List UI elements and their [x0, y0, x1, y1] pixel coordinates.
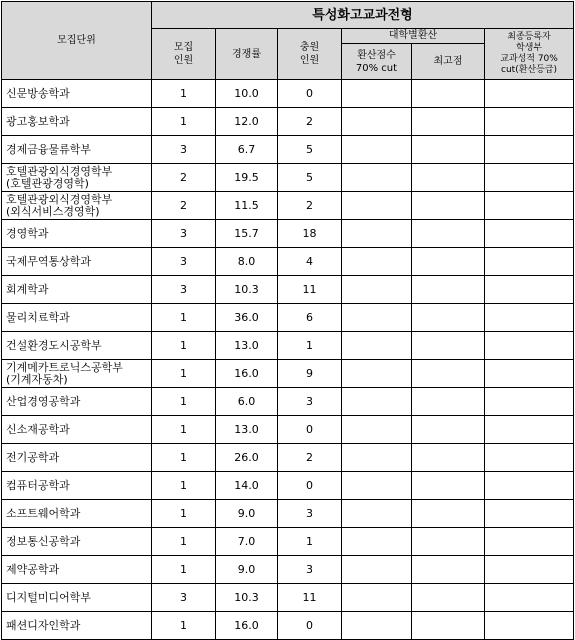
unit-name-line1: 경영학과: [6, 226, 49, 240]
cell-top-score: [412, 360, 485, 388]
cell-final-grade: [485, 444, 574, 472]
cell-conv-score: [342, 528, 412, 556]
cell-conv-score: [342, 472, 412, 500]
cell-competition: 13.0: [216, 332, 278, 360]
cell-unit-name: [2, 80, 152, 108]
cell-competition: 11.5: [216, 192, 278, 220]
cell-unit-name: [2, 136, 152, 164]
cell-top-score: [412, 332, 485, 360]
cell-quota: 1: [152, 108, 216, 136]
cell-conv-score: [342, 360, 412, 388]
cell-conv-score: [342, 108, 412, 136]
table-row: [2, 192, 574, 220]
cell-extra: 1: [278, 528, 342, 556]
cell-final-grade: [485, 584, 574, 612]
cell-unit-name: [2, 248, 152, 276]
header-final-registrant: [485, 29, 574, 80]
header-final-line4: cut(환산등급): [501, 65, 557, 75]
cell-top-score: [412, 388, 485, 416]
cell-unit-name: [2, 108, 152, 136]
cell-unit-name: [2, 304, 152, 332]
cell-competition: 9.0: [216, 500, 278, 528]
cell-extra: 5: [278, 164, 342, 192]
unit-name-line1: 광고홍보학과: [6, 114, 70, 128]
admission-table-wrapper: [1, 1, 574, 640]
cell-conv-score: [342, 164, 412, 192]
header-conv-score: [342, 44, 412, 80]
cell-extra: 2: [278, 192, 342, 220]
cell-quota: 1: [152, 360, 216, 388]
unit-name-line1: 국제무역통상학과: [6, 254, 92, 268]
cell-final-grade: [485, 388, 574, 416]
unit-name-line1: 호텔관광외식경영학부: [6, 164, 113, 178]
table-row: [2, 444, 574, 472]
cell-final-grade: [485, 276, 574, 304]
table-row: [2, 248, 574, 276]
cell-competition: 10.3: [216, 276, 278, 304]
cell-conv-score: [342, 136, 412, 164]
cell-conv-score: [342, 584, 412, 612]
unit-name-line1: 기계메카트로닉스공학부: [6, 360, 123, 374]
cell-top-score: [412, 276, 485, 304]
cell-competition: 8.0: [216, 248, 278, 276]
cell-unit-name: [2, 192, 152, 220]
cell-conv-score: [342, 388, 412, 416]
table-row: [2, 388, 574, 416]
cell-conv-score: [342, 220, 412, 248]
table-row: [2, 164, 574, 192]
cell-quota: 1: [152, 444, 216, 472]
table-body: [2, 80, 574, 640]
cell-top-score: [412, 472, 485, 500]
cell-extra: 6: [278, 304, 342, 332]
cell-top-score: [412, 528, 485, 556]
table-row: [2, 360, 574, 388]
cell-final-grade: [485, 556, 574, 584]
header-conv-score-line1: 환산점수: [357, 49, 396, 61]
cell-final-grade: [485, 500, 574, 528]
table-row: [2, 500, 574, 528]
cell-conv-score: [342, 500, 412, 528]
cell-conv-score: [342, 276, 412, 304]
cell-competition: 9.0: [216, 556, 278, 584]
cell-unit-name: [2, 612, 152, 640]
cell-extra: 3: [278, 556, 342, 584]
cell-final-grade: [485, 248, 574, 276]
table-row: [2, 584, 574, 612]
cell-competition: 6.0: [216, 388, 278, 416]
cell-unit-name: [2, 500, 152, 528]
header-final-line3: 교과성적 70%: [500, 54, 558, 64]
table-row: [2, 108, 574, 136]
cell-conv-score: [342, 332, 412, 360]
cell-top-score: [412, 584, 485, 612]
cell-final-grade: [485, 80, 574, 108]
cell-quota: 2: [152, 164, 216, 192]
header-conv-score-line2: 70% cut: [355, 62, 398, 74]
cell-final-grade: [485, 220, 574, 248]
cell-final-grade: [485, 612, 574, 640]
cell-quota: 3: [152, 276, 216, 304]
cell-conv-score: [342, 416, 412, 444]
cell-competition: 16.0: [216, 612, 278, 640]
cell-conv-score: [342, 80, 412, 108]
unit-name-line2: (외식서비스경영학): [6, 204, 100, 218]
cell-quota: 1: [152, 500, 216, 528]
unit-name-line1: 정보통신공학과: [6, 534, 81, 548]
cell-top-score: [412, 556, 485, 584]
cell-quota: 3: [152, 220, 216, 248]
cell-top-score: [412, 304, 485, 332]
cell-top-score: [412, 80, 485, 108]
header-extra: [278, 29, 342, 80]
cell-top-score: [412, 164, 485, 192]
header-competition: 경쟁률: [216, 29, 278, 80]
cell-competition: 16.0: [216, 360, 278, 388]
cell-quota: 1: [152, 472, 216, 500]
cell-competition: 10.0: [216, 80, 278, 108]
table-row: [2, 136, 574, 164]
unit-name-line1: 건설환경도시공학부: [6, 338, 102, 352]
header-quota-line1: 모집: [173, 42, 194, 53]
unit-name-line1: 호텔관광외식경영학부: [6, 192, 113, 206]
cell-final-grade: [485, 164, 574, 192]
cell-extra: 3: [278, 388, 342, 416]
cell-unit-name: [2, 416, 152, 444]
unit-name-line1: 물리치료학과: [6, 310, 70, 324]
cell-extra: 2: [278, 108, 342, 136]
table-row: [2, 612, 574, 640]
header-section-title: 특성화고교과전형: [152, 2, 574, 29]
cell-unit-name: [2, 276, 152, 304]
cell-extra: 0: [278, 472, 342, 500]
cell-unit-name: [2, 360, 152, 388]
cell-extra: 1: [278, 332, 342, 360]
table-row: [2, 528, 574, 556]
cell-unit-name: [2, 528, 152, 556]
cell-quota: 1: [152, 612, 216, 640]
cell-conv-score: [342, 304, 412, 332]
cell-quota: 3: [152, 248, 216, 276]
unit-name-line2: (기계자동차): [6, 372, 68, 386]
table-row: [2, 472, 574, 500]
cell-competition: 7.0: [216, 528, 278, 556]
header-quota: [152, 29, 216, 80]
cell-competition: 36.0: [216, 304, 278, 332]
table-row: [2, 332, 574, 360]
cell-quota: 1: [152, 416, 216, 444]
cell-extra: 18: [278, 220, 342, 248]
cell-final-grade: [485, 136, 574, 164]
cell-top-score: [412, 108, 485, 136]
cell-final-grade: [485, 108, 574, 136]
cell-unit-name: [2, 556, 152, 584]
cell-quota: 1: [152, 556, 216, 584]
cell-conv-score: [342, 556, 412, 584]
cell-quota: 1: [152, 388, 216, 416]
table-row: [2, 220, 574, 248]
cell-extra: 0: [278, 80, 342, 108]
cell-final-grade: [485, 528, 574, 556]
cell-top-score: [412, 192, 485, 220]
cell-top-score: [412, 220, 485, 248]
cell-top-score: [412, 612, 485, 640]
cell-top-score: [412, 444, 485, 472]
cell-extra: 5: [278, 136, 342, 164]
table-row: [2, 276, 574, 304]
cell-quota: 1: [152, 304, 216, 332]
unit-name-line1: 전기공학과: [6, 450, 60, 464]
cell-conv-score: [342, 444, 412, 472]
cell-extra: 3: [278, 500, 342, 528]
cell-quota: 3: [152, 584, 216, 612]
unit-name-line1: 신소재공학과: [6, 422, 70, 436]
cell-extra: 0: [278, 416, 342, 444]
unit-name-line1: 경제금융물류학부: [6, 142, 92, 156]
cell-top-score: [412, 416, 485, 444]
cell-unit-name: [2, 444, 152, 472]
cell-unit-name: [2, 332, 152, 360]
cell-quota: 1: [152, 332, 216, 360]
table-row: [2, 304, 574, 332]
cell-unit-name: [2, 164, 152, 192]
cell-extra: 2: [278, 444, 342, 472]
cell-extra: 4: [278, 248, 342, 276]
unit-name-line1: 신문방송학과: [6, 86, 70, 100]
header-final-line2: 학생부: [515, 43, 543, 53]
cell-unit-name: [2, 220, 152, 248]
cell-unit-name: [2, 584, 152, 612]
header-unit: 모집단위: [2, 2, 152, 80]
cell-final-grade: [485, 192, 574, 220]
cell-competition: 12.0: [216, 108, 278, 136]
cell-quota: 1: [152, 528, 216, 556]
cell-conv-score: [342, 192, 412, 220]
cell-competition: 19.5: [216, 164, 278, 192]
cell-extra: 0: [278, 612, 342, 640]
cell-unit-name: [2, 472, 152, 500]
cell-competition: 6.7: [216, 136, 278, 164]
cell-unit-name: [2, 388, 152, 416]
cell-conv-score: [342, 248, 412, 276]
cell-final-grade: [485, 472, 574, 500]
unit-name-line1: 패션디자인학과: [6, 618, 81, 632]
unit-name-line1: 소프트웨어학과: [6, 506, 81, 520]
cell-extra: 9: [278, 360, 342, 388]
cell-competition: 14.0: [216, 472, 278, 500]
unit-name-line1: 제약공학과: [6, 562, 60, 576]
cell-final-grade: [485, 416, 574, 444]
cell-competition: 26.0: [216, 444, 278, 472]
cell-competition: 15.7: [216, 220, 278, 248]
cell-competition: 13.0: [216, 416, 278, 444]
cell-quota: 3: [152, 136, 216, 164]
unit-name-line1: 산업경영공학과: [6, 394, 81, 408]
cell-extra: 11: [278, 584, 342, 612]
header-extra-line2: 인원: [299, 55, 320, 66]
unit-name-line1: 컴퓨터공학과: [6, 478, 70, 492]
header-extra-line1: 충원: [299, 42, 320, 53]
cell-conv-score: [342, 612, 412, 640]
header-top-score: 최고점: [412, 44, 485, 80]
table-row: [2, 416, 574, 444]
cell-final-grade: [485, 304, 574, 332]
header-univ-conversion: 대학별환산: [342, 29, 485, 44]
table-row: [2, 80, 574, 108]
table-row: [2, 556, 574, 584]
cell-quota: 1: [152, 80, 216, 108]
header-quota-line2: 인원: [173, 55, 194, 66]
cell-top-score: [412, 136, 485, 164]
unit-name-line1: 디지털미디어학부: [6, 590, 92, 604]
admission-results-table: [1, 1, 574, 640]
cell-extra: 11: [278, 276, 342, 304]
cell-competition: 10.3: [216, 584, 278, 612]
unit-name-line2: (호텔관광경영학): [6, 176, 89, 190]
cell-final-grade: [485, 360, 574, 388]
unit-name-line1: 회계학과: [6, 282, 49, 296]
cell-final-grade: [485, 332, 574, 360]
cell-top-score: [412, 248, 485, 276]
header-final-line1: 최종등록자: [507, 32, 551, 42]
cell-top-score: [412, 500, 485, 528]
cell-quota: 2: [152, 192, 216, 220]
